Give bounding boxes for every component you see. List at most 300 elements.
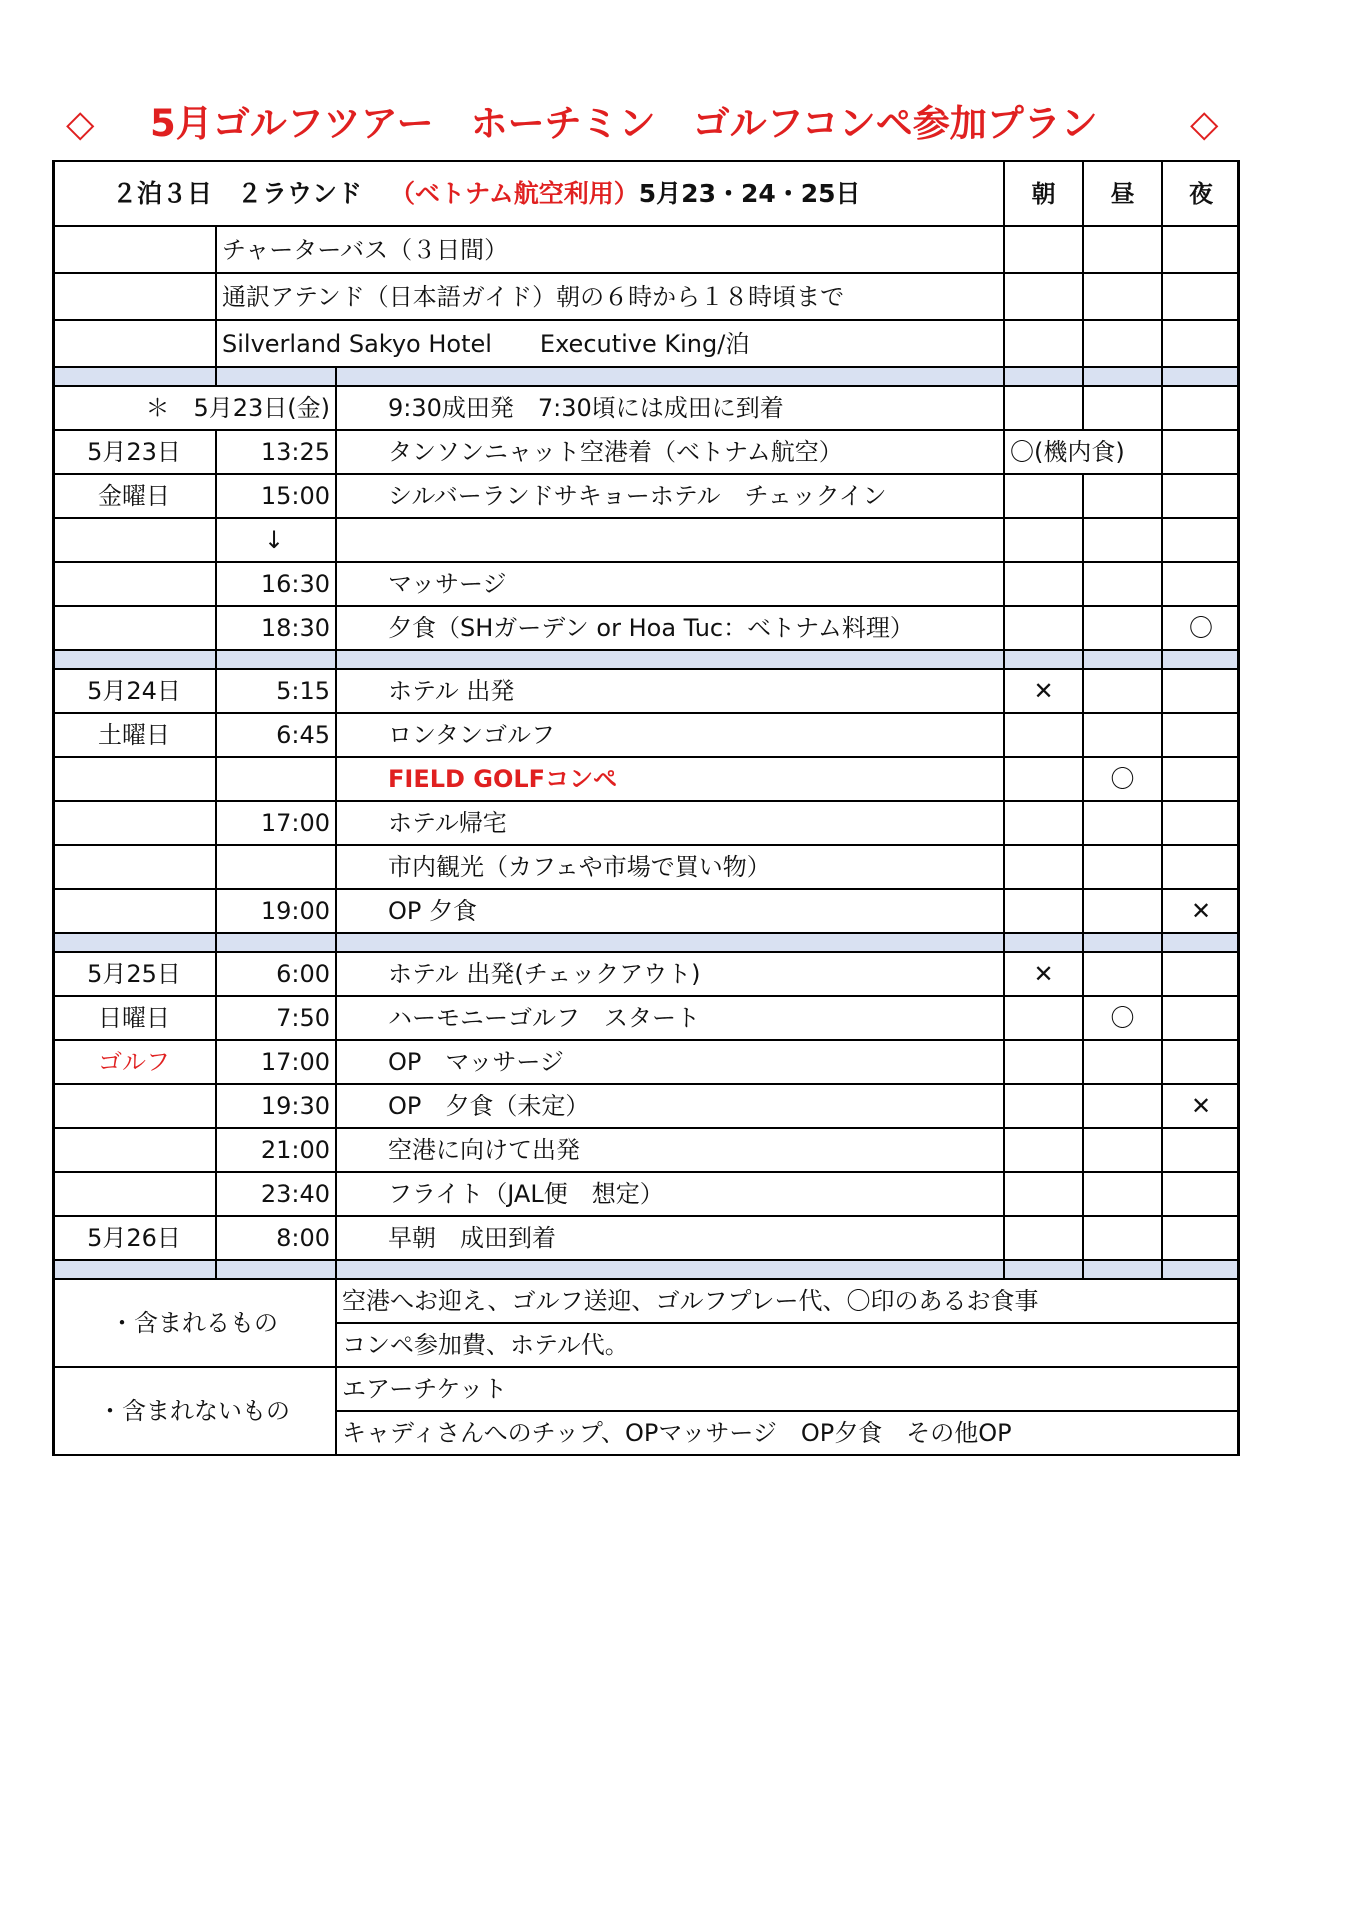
grid-line [1003, 996, 1005, 1040]
grid-line [1237, 713, 1240, 757]
day3-lunch-5 [1083, 1172, 1162, 1216]
grid-line [215, 273, 217, 320]
grid-line [336, 1322, 1240, 1324]
day3-morning-4 [1004, 1128, 1083, 1172]
day3-time-5: 23:40 [260, 1180, 330, 1208]
grid-line [1237, 226, 1240, 273]
day3-day-5 [52, 1172, 216, 1216]
grid-line [335, 430, 337, 474]
grid-line [52, 319, 1240, 321]
day1-morning-0: 〇(機内食) [1010, 438, 1125, 466]
col-dinner: 夜 [1189, 179, 1213, 208]
day3-event-3: OP 夕食（未定） [388, 1092, 590, 1120]
day2-lunch-4 [1083, 845, 1162, 889]
grid-line [1082, 669, 1084, 713]
grid-line [1082, 933, 1084, 952]
day3-day-6: 5月26日 [87, 1224, 181, 1252]
grid-line [1082, 1084, 1084, 1128]
grid-line [52, 1128, 55, 1172]
grid-line [1237, 1172, 1240, 1216]
day1-event-1: シルバーランドサキョーホテル チェックイン [388, 482, 887, 510]
grid-line [215, 1172, 217, 1216]
grid-line [1082, 273, 1084, 320]
grid-line [1161, 226, 1163, 273]
day2-morning-5 [1004, 889, 1083, 933]
grid-line [1237, 1128, 1240, 1172]
header-dates: 5月23・24・25日 [638, 179, 861, 208]
day3-event-2: OP マッサージ [388, 1048, 564, 1076]
day2-lunch-0 [1083, 669, 1162, 713]
grid-line [52, 845, 55, 889]
grid-line [52, 801, 55, 845]
grid-line [1161, 952, 1163, 996]
grid-line [1082, 562, 1084, 606]
grid-line [1161, 889, 1163, 933]
excluded-label: ・含まれないもの [98, 1397, 290, 1425]
grid-line [1237, 801, 1240, 845]
grid-line [1003, 606, 1005, 650]
grid-line [52, 1216, 55, 1260]
grid-line [215, 1040, 217, 1084]
day1-lunch-4 [1083, 606, 1162, 650]
grid-line [52, 951, 1240, 953]
day2-day-4 [52, 845, 216, 889]
diamond-left-icon: ◇ [66, 102, 95, 145]
grid-line [1161, 845, 1163, 889]
day2-dinner-1 [1162, 713, 1240, 757]
grid-line [1237, 320, 1240, 367]
grid-line [1003, 367, 1005, 386]
day3-event-6: 早朝 成田到着 [388, 1224, 556, 1252]
grid-line [52, 649, 1240, 651]
itinerary-table [52, 161, 1240, 1495]
grid-line [1003, 845, 1005, 889]
grid-line [52, 1366, 1240, 1368]
day2-time-1: 6:45 [276, 721, 330, 749]
grid-line [1237, 518, 1240, 562]
grid-line [215, 845, 217, 889]
grid-line [52, 1040, 55, 1084]
grid-line [335, 367, 337, 386]
separator-strip-3 [52, 1260, 1240, 1279]
day3-day-2: ゴルフ [98, 1048, 170, 1076]
day2-day-1: 土曜日 [98, 721, 170, 749]
diamond-right-icon: ◇ [1190, 102, 1219, 145]
grid-line [335, 1040, 337, 1084]
grid-line [335, 1216, 337, 1260]
grid-line [52, 888, 1240, 890]
grid-line [215, 1084, 217, 1128]
grid-line [1003, 320, 1005, 367]
day3-event-0: ホテル 出発(チェックアウト) [388, 960, 701, 988]
grid-line [1161, 161, 1163, 226]
day3-morning-2 [1004, 1040, 1083, 1084]
grid-line [215, 474, 217, 518]
grid-line [215, 996, 217, 1040]
grid-line [1237, 845, 1240, 889]
grid-line [52, 1215, 1240, 1217]
included-line-0: 空港へお迎え、ゴルフ送迎、ゴルフプレー代、〇印のあるお食事 [342, 1287, 1039, 1315]
day2-time-3: 17:00 [260, 809, 330, 837]
grid-line [1003, 386, 1005, 430]
day3-time-3: 19:30 [260, 1092, 330, 1120]
grid-line [1003, 474, 1005, 518]
grid-line [1237, 952, 1240, 996]
day3-time-2: 17:00 [260, 1048, 330, 1076]
grid-line [1237, 1260, 1240, 1279]
day3-time-0: 6:00 [276, 960, 330, 988]
grid-line [1003, 757, 1005, 801]
grid-line [335, 1128, 337, 1172]
info-row-1: 通訳アテンド（日本語ガイド）朝の６時から１８時頃まで [222, 282, 845, 311]
grid-line [52, 800, 1240, 802]
grid-line [1003, 1084, 1005, 1128]
col-lunch: 昼 [1110, 179, 1135, 208]
grid-line [1161, 650, 1163, 669]
day2-dinner-4 [1162, 845, 1240, 889]
day1-dinner-3 [1162, 562, 1240, 606]
grid-line [52, 1172, 55, 1216]
grid-line [52, 272, 1240, 274]
grid-line [1082, 1216, 1084, 1260]
grid-line [1161, 801, 1163, 845]
grid-line [1237, 606, 1240, 650]
day2-morning-0: ✕ [1033, 677, 1054, 705]
grid-line [1161, 1216, 1163, 1260]
grid-line [1161, 430, 1163, 474]
included-label: ・含まれるもの [110, 1309, 278, 1337]
grid-line [215, 320, 217, 367]
day2-event-2: FIELD GOLFコンペ [388, 765, 618, 793]
day1-event-0: タンソンニャット空港着（ベトナム航空） [388, 438, 843, 466]
grid-line [1082, 1040, 1084, 1084]
grid-line [215, 1216, 217, 1260]
grid-line [1237, 757, 1240, 801]
day2-day-0: 5月24日 [87, 677, 181, 705]
grid-line [1003, 1216, 1005, 1260]
grid-line [335, 669, 337, 713]
grid-line [1161, 757, 1163, 801]
day2-morning-4 [1004, 845, 1083, 889]
day3-day-3 [52, 1084, 216, 1128]
day3-event-4: 空港に向けて出発 [388, 1136, 580, 1164]
grid-line [335, 801, 337, 845]
day1-event-2 [336, 518, 1004, 562]
grid-line [1161, 996, 1163, 1040]
day3-time-6: 8:00 [276, 1224, 330, 1252]
day2-event-4: 市内観光（カフェや市場で買い物） [388, 853, 771, 881]
grid-line [1237, 474, 1240, 518]
grid-line [1237, 386, 1240, 430]
grid-line [335, 1172, 337, 1216]
grid-line [52, 933, 55, 952]
separator-strip-1 [52, 650, 1240, 669]
day3-day-0: 5月25日 [87, 960, 181, 988]
grid-line [335, 562, 337, 606]
grid-line [335, 386, 337, 430]
day1-time-1: 15:00 [260, 482, 330, 510]
grid-line [1003, 562, 1005, 606]
day3-morning-3 [1004, 1084, 1083, 1128]
day1-lunch-3 [1083, 562, 1162, 606]
grid-line [215, 889, 217, 933]
grid-line [335, 996, 337, 1040]
day3-time-1: 7:50 [276, 1004, 330, 1032]
day3-event-1: ハーモニーゴルフ スタート [388, 1004, 700, 1032]
grid-line [215, 801, 217, 845]
grid-line [52, 1278, 1240, 1280]
grid-line [52, 1367, 55, 1455]
grid-line [52, 1039, 1240, 1041]
grid-line [335, 606, 337, 650]
grid-line [335, 713, 337, 757]
grid-line [1082, 757, 1084, 801]
day3-dinner-3: ✕ [1190, 1092, 1212, 1120]
grid-line [1161, 518, 1163, 562]
grid-line [52, 1454, 1240, 1456]
day2-day-5 [52, 889, 216, 933]
grid-line [1161, 606, 1163, 650]
grid-line [1161, 273, 1163, 320]
grid-line [335, 650, 337, 669]
grid-line [335, 474, 337, 518]
grid-line [52, 161, 55, 226]
info-row-2: Silverland Sakyo Hotel Executive King/泊 [222, 329, 750, 358]
grid-line [1082, 226, 1084, 273]
grid-line [215, 1260, 217, 1279]
grid-line [52, 669, 55, 713]
grid-line [215, 933, 217, 952]
grid-line [52, 889, 55, 933]
day3-dinner-1 [1162, 996, 1240, 1040]
grid-line [1082, 606, 1084, 650]
grid-line [52, 996, 55, 1040]
grid-line [1237, 933, 1240, 952]
grid-line [1161, 320, 1163, 367]
grid-line [52, 273, 55, 320]
grid-line [336, 1410, 1240, 1412]
grid-line [215, 562, 217, 606]
grid-line [215, 757, 217, 801]
info-row-0: チャーターバス（３日間） [222, 235, 509, 264]
grid-line [1082, 518, 1084, 562]
day2-event-3: ホテル帰宅 [388, 809, 507, 837]
title-text: 5月ゴルフツアー ホーチミン ゴルフコンペ参加プラン [150, 102, 1098, 145]
grid-line [52, 430, 55, 474]
separator-strip-0 [52, 367, 1240, 386]
grid-line [52, 952, 55, 996]
day1-event-3: マッサージ [388, 570, 507, 598]
day3-lunch-0 [1083, 952, 1162, 996]
grid-line [52, 756, 1240, 758]
grid-line [52, 995, 1240, 997]
grid-line [1082, 1260, 1084, 1279]
grid-line [52, 226, 55, 273]
day3-morning-1 [1004, 996, 1083, 1040]
grid-line [1082, 1128, 1084, 1172]
grid-line [1237, 562, 1240, 606]
grid-line [1082, 1172, 1084, 1216]
day3-dinner-6 [1162, 1216, 1240, 1260]
day3-dinner-5 [1162, 1172, 1240, 1216]
grid-line [52, 561, 1240, 563]
grid-line [1237, 650, 1240, 669]
grid-line [52, 1260, 55, 1279]
grid-line [335, 757, 337, 801]
grid-line [52, 367, 55, 386]
grid-line [215, 713, 217, 757]
grid-line [52, 320, 55, 367]
day3-dinner-4 [1162, 1128, 1240, 1172]
grid-line [335, 952, 337, 996]
grid-line [215, 1128, 217, 1172]
day1-dinner-4: 〇 [1189, 614, 1213, 642]
day3-lunch-6 [1083, 1216, 1162, 1260]
grid-line [1082, 845, 1084, 889]
grid-line [1082, 889, 1084, 933]
day2-time-4 [216, 845, 336, 889]
header-plan-cell [52, 161, 1004, 226]
grid-line [1082, 713, 1084, 757]
day3-lunch-2 [1083, 1040, 1162, 1084]
day2-dinner-5: ✕ [1190, 897, 1212, 925]
grid-line [1237, 996, 1240, 1040]
grid-line [52, 668, 1240, 670]
grid-line [335, 518, 337, 562]
grid-line [52, 932, 1240, 934]
grid-line [1237, 273, 1240, 320]
grid-line [215, 226, 217, 273]
day2-dinner-0 [1162, 669, 1240, 713]
grid-line [1082, 386, 1084, 430]
grid-line [52, 1084, 55, 1128]
grid-line [1237, 1279, 1240, 1367]
grid-line [1237, 161, 1240, 226]
grid-line [52, 1083, 1240, 1085]
grid-line [1003, 933, 1005, 952]
day3-lunch-3 [1083, 1084, 1162, 1128]
day2-time-2 [216, 757, 336, 801]
grid-line [1003, 1040, 1005, 1084]
grid-line [1082, 996, 1084, 1040]
grid-line [1161, 367, 1163, 386]
grid-line [1003, 952, 1005, 996]
day1-morning-4 [1004, 606, 1083, 650]
day1-lunch-1 [1083, 474, 1162, 518]
grid-line [52, 386, 55, 430]
day1-morning-2 [1004, 518, 1083, 562]
grid-line [1082, 650, 1084, 669]
grid-line [215, 606, 217, 650]
day3-morning-0: ✕ [1033, 960, 1054, 988]
grid-line [1003, 273, 1005, 320]
day1-dinner-1 [1162, 474, 1240, 518]
grid-line [52, 474, 55, 518]
grid-line [52, 517, 1240, 519]
day3-dinner-0 [1162, 952, 1240, 996]
grid-line [52, 650, 55, 669]
grid-line [1237, 1367, 1240, 1455]
excluded-line-1: キャディさんへのチップ、OPマッサージ OP夕食 その他OP [342, 1419, 1012, 1447]
day1-morning-3 [1004, 562, 1083, 606]
day3-event-5: フライト（JAL便 想定） [388, 1180, 664, 1208]
grid-line [1237, 889, 1240, 933]
grid-line [1161, 474, 1163, 518]
grid-line [335, 1279, 337, 1367]
grid-line [1003, 801, 1005, 845]
day3-morning-6 [1004, 1216, 1083, 1260]
day1-event-4: 夕食（SHガーデン or Hoa Tuc：ベトナム料理） [388, 614, 914, 642]
header-airline: （ベトナム航空利用） [390, 179, 639, 208]
grid-line [1237, 367, 1240, 386]
grid-line [52, 605, 1240, 607]
day1-lunch-2 [1083, 518, 1162, 562]
grid-line [335, 1367, 337, 1455]
grid-line [52, 1127, 1240, 1129]
day1-time-2: ↓ [264, 526, 285, 554]
grid-line [215, 430, 217, 474]
grid-line [1082, 367, 1084, 386]
day2-dinner-3 [1162, 801, 1240, 845]
day2-lunch-5 [1083, 889, 1162, 933]
departure-text: 9:30成田発 7:30頃には成田に到着 [388, 394, 784, 422]
departure-date: ＊ 5月23日(金) [145, 394, 330, 422]
separator-strip-2 [52, 933, 1240, 952]
grid-line [1237, 430, 1240, 474]
grid-line [1082, 952, 1084, 996]
header-plan: ２泊３日 ２ラウンド [112, 179, 363, 208]
day2-time-0: 5:15 [276, 677, 330, 705]
grid-line [1237, 1040, 1240, 1084]
day1-day-2 [52, 518, 216, 562]
grid-line [1161, 933, 1163, 952]
grid-line [1003, 1128, 1005, 1172]
grid-line [215, 650, 217, 669]
grid-line [1161, 713, 1163, 757]
grid-line [335, 889, 337, 933]
day1-time-3: 16:30 [260, 570, 330, 598]
day2-lunch-2: 〇 [1110, 765, 1135, 793]
grid-line [1161, 1040, 1163, 1084]
day1-day-3 [52, 562, 216, 606]
grid-line [52, 385, 1240, 387]
grid-line [215, 367, 217, 386]
day1-morning-1 [1004, 474, 1083, 518]
grid-line [1003, 1172, 1005, 1216]
day2-lunch-3 [1083, 801, 1162, 845]
grid-line [1003, 889, 1005, 933]
grid-line [1237, 669, 1240, 713]
grid-line [1161, 669, 1163, 713]
excluded-line-0: エアーチケット [342, 1375, 508, 1403]
day2-morning-3 [1004, 801, 1083, 845]
grid-line [1082, 320, 1084, 367]
grid-line [52, 1171, 1240, 1173]
day2-event-0: ホテル 出発 [388, 677, 515, 705]
grid-line [215, 518, 217, 562]
day1-day-4 [52, 606, 216, 650]
day2-event-1: ロンタンゴルフ [388, 721, 556, 749]
day1-time-4: 18:30 [260, 614, 330, 642]
day3-day-4 [52, 1128, 216, 1172]
grid-line [52, 518, 55, 562]
grid-line [1161, 1172, 1163, 1216]
grid-line [1003, 650, 1005, 669]
grid-line [1003, 518, 1005, 562]
grid-line [52, 225, 1240, 227]
grid-line [1161, 1084, 1163, 1128]
grid-line [1003, 226, 1005, 273]
